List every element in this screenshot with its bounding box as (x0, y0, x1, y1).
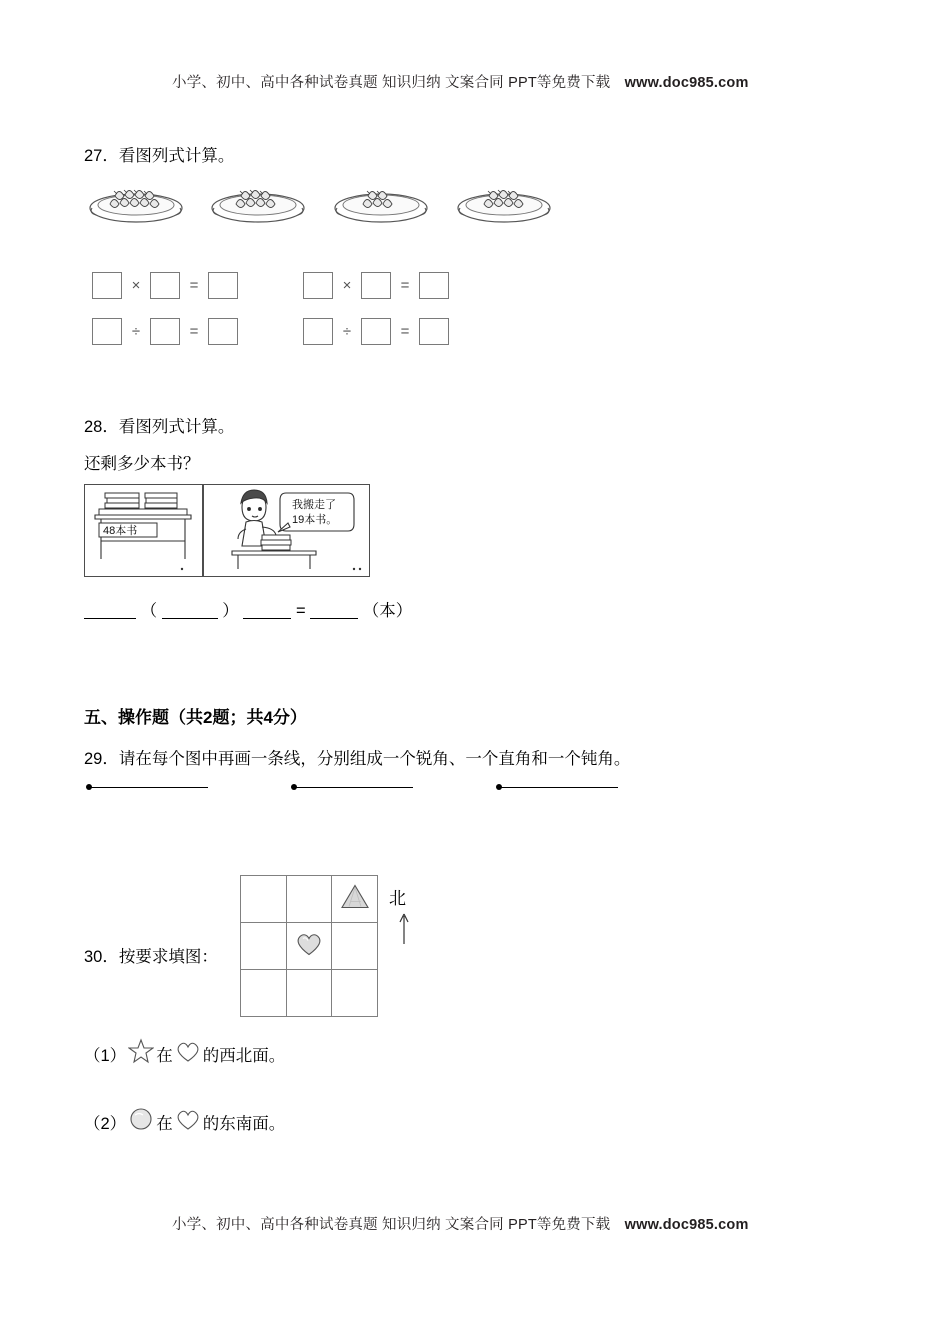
answer-box[interactable] (208, 318, 238, 345)
q27-plate-row (84, 178, 604, 230)
divide-sign: ÷ (342, 323, 352, 340)
q28-number: 28． (84, 418, 119, 436)
svg-text:19本书。: 19本书。 (292, 514, 338, 526)
sub-index: （2） (84, 1114, 127, 1133)
answer-blank[interactable] (162, 602, 218, 619)
svg-text:我搬走了: 我搬走了 (292, 499, 336, 511)
grid-cell-r1c3[interactable] (332, 876, 378, 923)
q29-text: 请在每个图中再画一条线，分别组成一个锐角、一个直角和一个钝角。 (118, 750, 631, 768)
q27-equation-row-4 (303, 318, 449, 345)
watermark-text: 小学、初中、高中各种试卷真题 知识归纳 文案合同 PPT等免费下载 (172, 75, 611, 91)
q28-answer-line (84, 597, 412, 621)
equals-sign: = (189, 323, 199, 340)
ray-figure-1[interactable] (86, 782, 208, 792)
q28-text: 看图列式计算。 (118, 418, 235, 436)
north-direction-label: 北 (389, 889, 406, 908)
section-5-heading: 五、操作题（共2题；共4分） (84, 708, 307, 727)
strawberry-plate-icon (329, 178, 433, 226)
equals-sign: = (295, 602, 306, 620)
q27-text: 看图列式计算。 (118, 147, 235, 165)
grid-cell-r2c2[interactable] (286, 923, 332, 970)
answer-box[interactable] (92, 318, 122, 345)
ray-line (294, 787, 413, 788)
watermark-bottom (172, 1213, 749, 1234)
ray-line (89, 787, 208, 788)
question-29-label (84, 745, 630, 769)
left-paren: （ (140, 602, 158, 620)
q30-number: 30． (84, 948, 119, 966)
sub-middle-text: 在 (156, 1114, 173, 1133)
q27-equation-row-1 (92, 272, 238, 299)
strawberry-plate-icon (206, 178, 310, 226)
q30-sub-question-2 (84, 1106, 285, 1137)
q28-picture-boy-carrying-books (203, 484, 370, 577)
ray-figure-2[interactable] (291, 782, 413, 792)
north-arrow-icon (398, 912, 408, 942)
answer-box[interactable] (303, 272, 333, 299)
grid-cell-r1c1[interactable] (241, 876, 287, 923)
q28-subtext: 还剩多少本书？ (84, 455, 200, 473)
unit-label: （本） (362, 602, 413, 620)
heart-icon (175, 1108, 201, 1136)
q30-sub-question-1 (84, 1038, 285, 1069)
answer-box[interactable] (361, 318, 391, 345)
heart-icon (294, 931, 324, 962)
grid-cell-r2c3[interactable] (332, 923, 378, 970)
q29-number: 29． (84, 750, 119, 768)
watermark-top (172, 71, 749, 92)
answer-box[interactable] (361, 272, 391, 299)
answer-blank[interactable] (84, 602, 136, 619)
grid-cell-r1c2[interactable] (286, 876, 332, 923)
strawberry-plate-icon (452, 178, 556, 226)
ray-line (499, 787, 618, 788)
q27-equation-row-3 (92, 318, 238, 345)
q28-picture-books-on-desk (84, 484, 203, 577)
heart-icon (175, 1040, 201, 1068)
circle-icon (128, 1106, 154, 1137)
grid-cell-r2c1[interactable] (241, 923, 287, 970)
grid-cell-r3c2[interactable] (286, 970, 332, 1017)
q28-pic1-label: 48本书 (103, 525, 138, 537)
sub-tail-text: 的西北面。 (202, 1046, 286, 1065)
sub-index: （1） (84, 1046, 127, 1065)
q30-text: 按要求填图： (118, 948, 218, 966)
q30-grid[interactable] (240, 875, 378, 1013)
answer-box[interactable] (303, 318, 333, 345)
answer-box[interactable] (150, 318, 180, 345)
divide-sign: ÷ (131, 323, 141, 340)
watermark-url: www.doc985.com (624, 1217, 749, 1233)
answer-blank[interactable] (243, 602, 291, 619)
answer-box[interactable] (92, 272, 122, 299)
answer-box[interactable] (419, 272, 449, 299)
question-30-label (84, 943, 218, 967)
answer-box[interactable] (150, 272, 180, 299)
answer-blank[interactable] (310, 602, 358, 619)
q27-number: 27． (84, 147, 119, 165)
sub-tail-text: 的东南面。 (202, 1114, 286, 1133)
answer-box[interactable] (208, 272, 238, 299)
multiply-sign: × (342, 277, 352, 294)
sub-middle-text: 在 (156, 1046, 173, 1065)
strawberry-plate-icon (84, 178, 188, 226)
star-icon (128, 1038, 154, 1069)
q27-equation-row-2 (303, 272, 449, 299)
watermark-text: 小学、初中、高中各种试卷真题 知识归纳 文案合同 PPT等免费下载 (172, 1217, 611, 1233)
equals-sign: = (189, 277, 199, 294)
right-paren: ） (222, 602, 239, 620)
question-28-label (84, 413, 234, 437)
equals-sign: = (400, 277, 410, 294)
answer-box[interactable] (419, 318, 449, 345)
question-27-label (84, 142, 234, 166)
triangle-icon (340, 883, 370, 916)
ray-figure-3[interactable] (496, 782, 618, 792)
equals-sign: = (400, 323, 410, 340)
multiply-sign: × (131, 277, 141, 294)
grid-cell-r3c3[interactable] (332, 970, 378, 1017)
grid-cell-r3c1[interactable] (241, 970, 287, 1017)
watermark-url: www.doc985.com (624, 75, 749, 91)
